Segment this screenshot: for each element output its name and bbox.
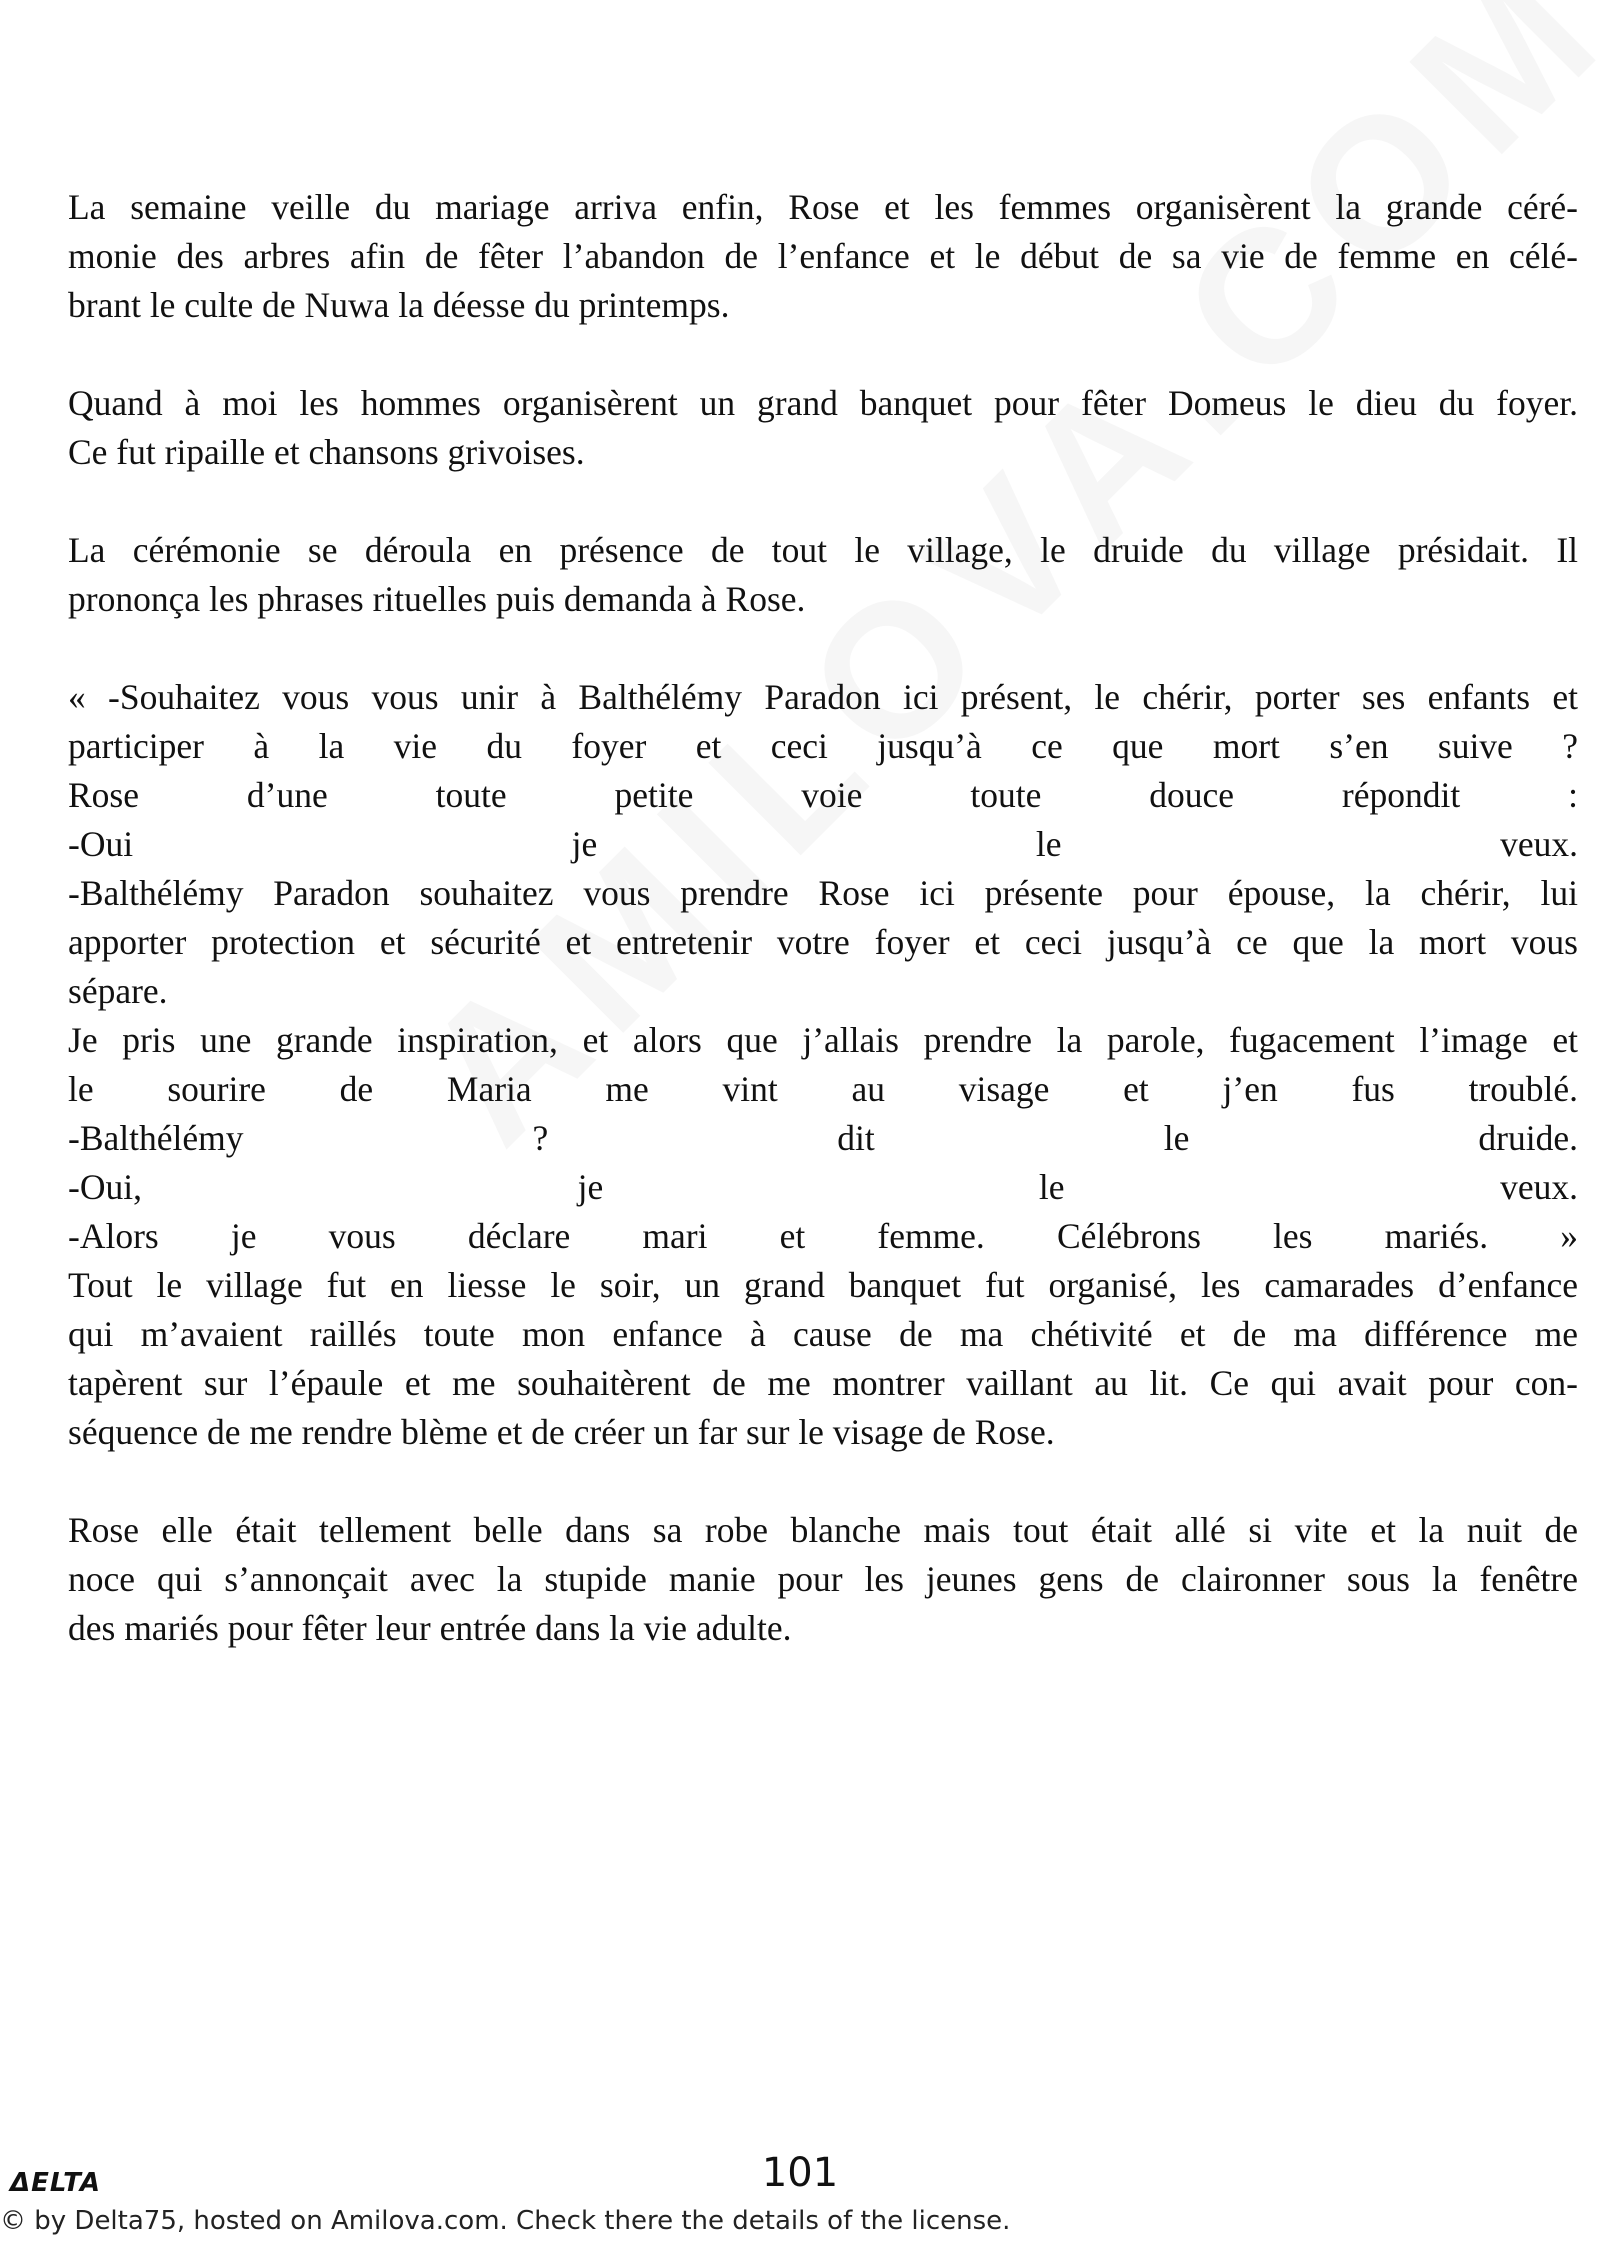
text-line: qui m’avaient raillés toute mon enfance à cause de ma chétivité et de ma différence me <box>68 1314 1578 1354</box>
text-line: Je pris une grande inspiration, et alors que j’allais prendre la parole, fugacement l’image et <box>68 1020 1578 1060</box>
text-line: La semaine veille du mariage arriva enfin, Rose et les femmes organisèrent la grande céré- <box>68 187 1578 227</box>
text-line: apporter protection et sécurité et entretenir votre foyer et ceci jusqu’à ce que la mort vous <box>68 922 1578 962</box>
delta-logo: ΔELTA <box>10 2168 101 2198</box>
paragraph <box>68 379 1578 477</box>
text-line: le sourire de Maria me vint au visage et j’en fus troublé. <box>68 1069 1578 1109</box>
body-text <box>68 183 1578 1702</box>
text-line: des mariés pour fêter leur entrée dans la vie adulte. <box>68 1608 792 1648</box>
paragraph <box>68 1506 1578 1653</box>
text-line: Tout le village fut en liesse le soir, un grand banquet fut organisé, les camarades d’enfance <box>68 1265 1578 1305</box>
text-line: Quand à moi les hommes organisèrent un grand banquet pour fêter Domeus le dieu du foyer. <box>68 383 1578 423</box>
text-line: -Oui je le veux. <box>68 824 1578 864</box>
text-line: Rose d’une toute petite voie toute douce répondit : <box>68 775 1578 815</box>
text-line: Ce fut ripaille et chansons grivoises. <box>68 432 585 472</box>
text-line: -Alors je vous déclare mari et femme. Célébrons les mariés. » <box>68 1216 1578 1256</box>
text-line: -Balthélémy ? dit le druide. <box>68 1118 1578 1158</box>
paragraph <box>68 183 1578 330</box>
text-line: tapèrent sur l’épaule et me souhaitèrent de me montrer vaillant au lit. Ce qui avait pour con- <box>68 1363 1578 1403</box>
text-line: prononça les phrases rituelles puis demanda à Rose. <box>68 579 806 619</box>
text-line: participer à la vie du foyer et ceci jusqu’à ce que mort s’en suive ? <box>68 726 1578 766</box>
text-line: séquence de me rendre blème et de créer un far sur le visage de Rose. <box>68 1412 1055 1452</box>
text-line: noce qui s’annonçait avec la stupide manie pour les jeunes gens de claironner sous la fenêtre <box>68 1559 1578 1599</box>
paragraph <box>68 526 1578 624</box>
license-notice: © by Delta75, hosted on Amilova.com. Check there the details of the license. <box>0 2206 1011 2236</box>
text-line: -Oui, je le veux. <box>68 1167 1578 1207</box>
text-line: monie des arbres afin de fêter l’abandon de l’enfance et le début de sa vie de femme en célé- <box>68 236 1578 276</box>
paragraph <box>68 673 1578 1457</box>
page-number: 101 <box>761 2150 839 2196</box>
text-line: -Balthélémy Paradon souhaitez vous prendre Rose ici présente pour épouse, la chérir, lui <box>68 873 1578 913</box>
text-line: sépare. <box>68 971 168 1011</box>
text-line: La cérémonie se déroula en présence de tout le village, le druide du village présidait. Il <box>68 530 1578 570</box>
text-line: Rose elle était tellement belle dans sa robe blanche mais tout était allé si vite et la nuit de <box>68 1510 1578 1550</box>
text-line: brant le culte de Nuwa la déesse du printemps. <box>68 285 730 325</box>
text-line: « -Souhaitez vous vous unir à Balthélémy Paradon ici présent, le chérir, porter ses enfants et <box>68 677 1578 717</box>
